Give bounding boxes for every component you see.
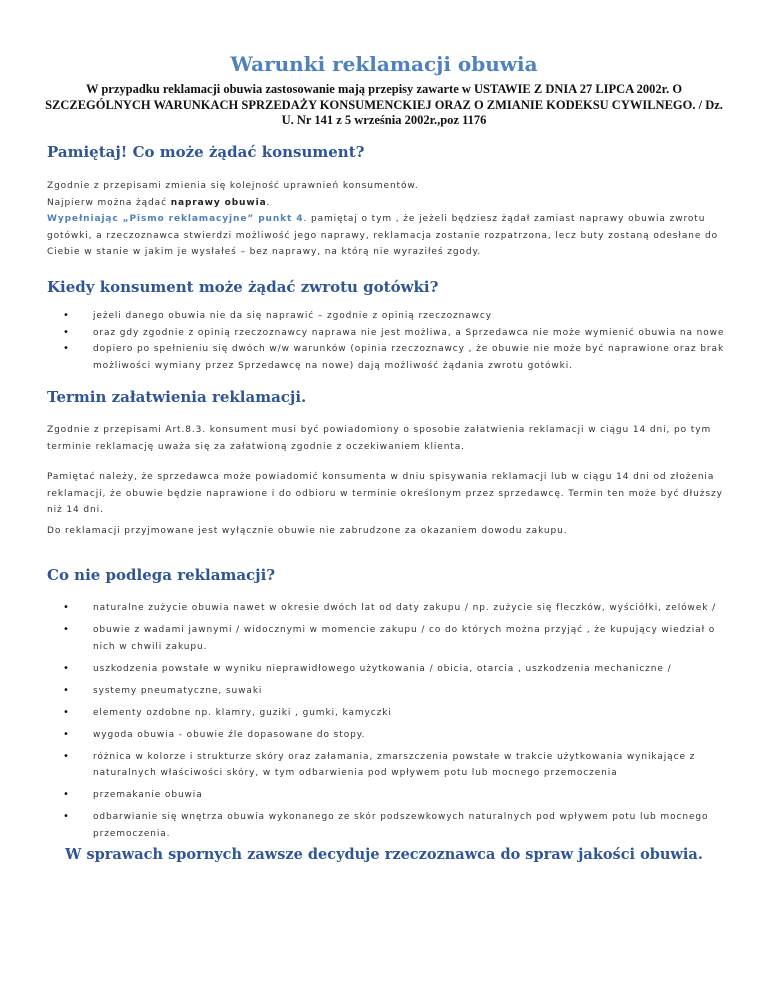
list-item: • elementy ozdobne np. klamry, guziki , gumki, kamyczki	[47, 705, 727, 722]
list-item: • systemy pneumatyczne, suwaki	[47, 683, 727, 700]
page-title: Warunki reklamacji obuwia	[230, 52, 538, 76]
consumer-rights-paragraph	[47, 211, 727, 261]
complaint-form-reference: Wypełniając „Pismo reklamacyjne” punkt 4	[47, 214, 304, 224]
list-item: • naturalne zużycie obuwia nawet w okresie dwóch lat od daty zakupu / np. zużycie się fleczków, wyściółki, zelówek /	[47, 600, 727, 617]
cash-refund-list	[47, 308, 727, 374]
deadline-paragraph-2: Pamiętać należy, że sprzedawca może powiadomić konsumenta w dniu spisywania reklamacji lub w ciągu 14 dni od złożenia reklamacji, że obuwie będzie naprawione i do odbioru w terminie określonym przez sprzedawcę. Termin ten może być dłuższy niż 14 dni.	[47, 472, 723, 515]
list-item: • różnica w kolorze i strukturze skóry oraz załamania, zmarszczenia powstałe w trakcie użytkowania wynikające z naturalnych właściwości skóry, w tym odbarwienia pod wpływem potu lub mocnego przemoczenia	[47, 749, 727, 782]
section-heading-consumer-rights: Pamiętaj! Co może żądać konsument?	[47, 143, 365, 161]
deadline-paragraph-1: Zgodnie z przepisami Art.8.3. konsument musi być powiadomiony o sposobie załatwienia reklamacji w ciągu 14 dni, po tym terminie reklamację uważa się za załatwioną zgodnie z oczekiwaniem klienta.	[47, 425, 712, 452]
list-item: • przemakanie obuwia	[47, 787, 727, 804]
intro-paragraph: W przypadku reklamacji obuwia zastosowanie mają przepisy zawarte w USTAWIE Z DNIA 27 LIPCA 2002r. O SZCZEGÓLNYCH WARUNKACH SPRZEDAŻY KONSUMENCKIEJ ORAZ O ZMIANIE KODEKSU CYWILNEGO. / Dz. U. Nr 141 z 5 września 2002r.,poz 1176	[45, 82, 723, 127]
consumer-rights-paragraph-rest: . pamiętaj o tym , że jeżeli będziesz żądał zamiast naprawy obuwia zwrotu gotówki, a rzeczoznawca stwierdzi możliwość jego naprawy, reklamacja zostanie rozpatrzona, lecz buty zostaną odesłane do Ciebie w stanie w jakim je wysłałeś – bez naprawy, na którą nie wyraziłeś zgody.	[47, 214, 719, 257]
section-heading-cash-refund: Kiedy konsument może żądać zwrotu gotówki?	[47, 278, 439, 296]
section-heading-not-covered: Co nie podlega reklamacji?	[47, 566, 276, 584]
line-2-suffix: .	[266, 197, 271, 208]
line-2-prefix: Najpierw można żądać	[47, 197, 171, 208]
list-item: • odbarwianie się wnętrza obuwia wykonanego ze skór podszewkowych naturalnych pod wpływem potu lub mocnego przemoczenia.	[47, 809, 727, 842]
deadline-paragraph-3: Do reklamacji przyjmowane jest wyłącznie obuwie nie zabrudzone za okazaniem dowodu zakupu.	[47, 526, 568, 536]
list-item: • wygoda obuwia - obuwie źle dopasowane do stopy.	[47, 727, 727, 744]
not-covered-list	[47, 600, 727, 848]
list-item: • jeżeli danego obuwia nie da się naprawić – zgodnie z opinią rzeczoznawcy	[47, 308, 727, 325]
section-heading-complaint-deadline: Termin załatwienia reklamacji.	[47, 388, 307, 406]
list-item: • obuwie z wadami jawnymi / widocznymi w momencie zakupu / co do których można przyjąć , że kupujący wiedział o nich w chwili zakupu.	[47, 622, 727, 655]
repair-emphasis: naprawy obuwia	[170, 197, 267, 208]
list-item: • oraz gdy zgodnie z opinią rzeczoznawcy naprawa nie jest możliwa, a Sprzedawca nie może wymienić obuwia na nowe	[47, 325, 727, 342]
consumer-rights-line-1: Zgodnie z przepisami zmienia się kolejność uprawnień konsumentów.	[47, 181, 419, 191]
list-item: • uszkodzenia powstałe w wyniku nieprawidłowego użytkowania / obicia, otarcia , uszkodzenia mechaniczne /	[47, 661, 727, 678]
consumer-rights-text	[47, 178, 727, 261]
consumer-rights-line-2	[47, 195, 727, 212]
closing-statement: W sprawach spornych zawsze decyduje rzeczoznawca do spraw jakości obuwia.	[65, 846, 703, 863]
list-item: • dopiero po spełnieniu się dwóch w/w warunków (opinia rzeczoznawcy , że obuwie nie może być naprawione oraz brak możliwości wymiany przez Sprzedawcę na nowe) dają możliwość żądania zwrotu gotówki.	[47, 341, 727, 374]
